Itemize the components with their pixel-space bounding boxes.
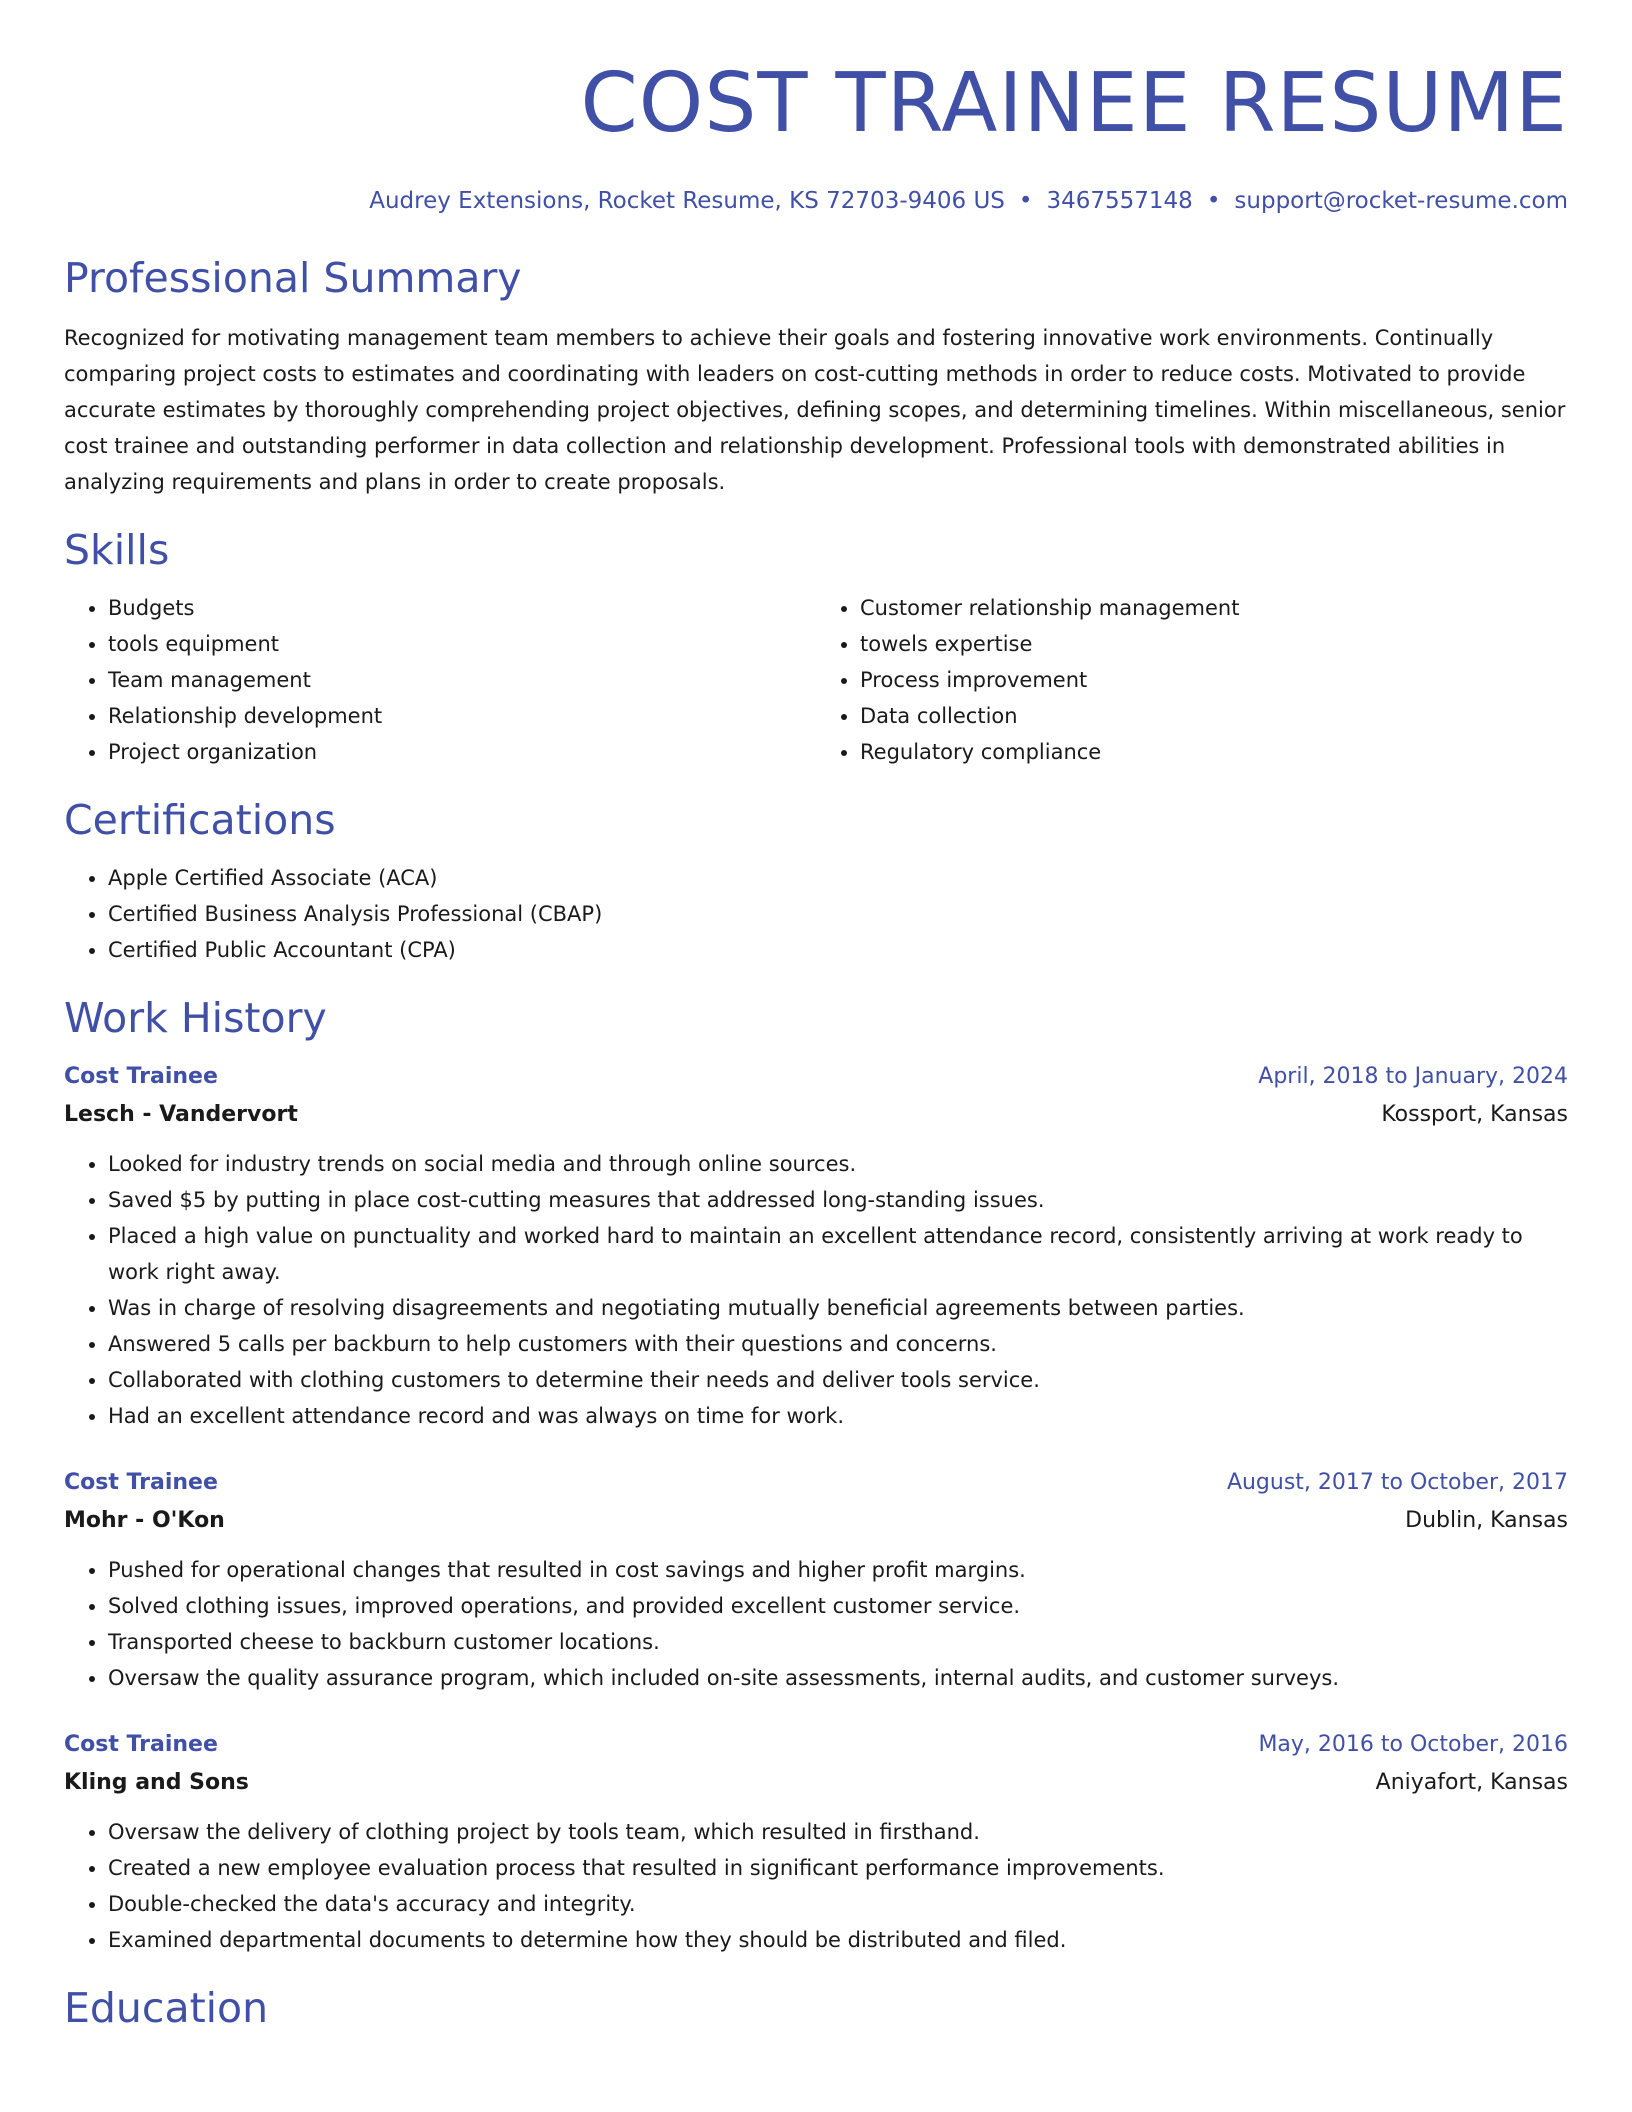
job-location: Aniyafort, Kansas bbox=[1375, 1770, 1568, 1795]
job-subheader bbox=[64, 1764, 1568, 1802]
list-item: • Double-checked the data's accuracy and integrity. bbox=[108, 1886, 1568, 1922]
job-title: Cost Trainee bbox=[64, 1732, 218, 1757]
list-item: • Oversaw the delivery of clothing project by tools team, which resulted in firsthand. bbox=[108, 1814, 1568, 1850]
list-item: • Answered 5 calls per backburn to help customers with their questions and concerns. bbox=[108, 1326, 1568, 1362]
list-item: • Apple Certified Associate (ACA) bbox=[108, 860, 1568, 896]
certifications-heading: Certifications bbox=[64, 796, 336, 844]
list-item: • Oversaw the quality assurance program, which included on-site assessments, internal audits, and customer surveys. bbox=[108, 1660, 1568, 1696]
contact-phone[interactable]: 3467557148 bbox=[1046, 188, 1193, 214]
contact-address: Audrey Extensions, Rocket Resume, KS 72703-9406 US bbox=[369, 188, 1005, 214]
list-item: • Budgets bbox=[108, 590, 816, 626]
skills-list-right bbox=[816, 590, 1568, 770]
job-bullets bbox=[64, 1552, 1568, 1696]
job-header bbox=[64, 1726, 1568, 1764]
job-company: Mohr - O'Kon bbox=[64, 1508, 225, 1533]
job-dates: May, 2016 to October, 2016 bbox=[1258, 1732, 1568, 1757]
education-heading: Education bbox=[64, 1984, 269, 2032]
job-entry bbox=[64, 1058, 1568, 1434]
resume-page bbox=[64, 0, 1568, 2036]
list-item: • Team management bbox=[108, 662, 816, 698]
job-entry bbox=[64, 1726, 1568, 1958]
contact-line bbox=[64, 186, 1568, 216]
job-bullets bbox=[64, 1146, 1568, 1434]
separator-dot: • bbox=[1206, 188, 1221, 214]
list-item: • Relationship development bbox=[108, 698, 816, 734]
job-company: Kling and Sons bbox=[64, 1770, 249, 1795]
job-entry bbox=[64, 1464, 1568, 1696]
list-item: • Saved $5 by putting in place cost-cutting measures that addressed long-standing issues. bbox=[108, 1182, 1568, 1218]
job-location: Kossport, Kansas bbox=[1381, 1102, 1568, 1127]
job-location: Dublin, Kansas bbox=[1405, 1508, 1568, 1533]
list-item: • Data collection bbox=[860, 698, 1568, 734]
separator-dot: • bbox=[1018, 188, 1033, 214]
certifications-list bbox=[64, 860, 1568, 968]
list-item: • Regulatory compliance bbox=[860, 734, 1568, 770]
list-item: • Customer relationship management bbox=[860, 590, 1568, 626]
job-dates: August, 2017 to October, 2017 bbox=[1226, 1470, 1568, 1495]
list-item: • Examined departmental documents to determine how they should be distributed and filed. bbox=[108, 1922, 1568, 1958]
work-history-heading: Work History bbox=[64, 994, 327, 1042]
list-item: • Created a new employee evaluation process that resulted in significant performance improvements. bbox=[108, 1850, 1568, 1886]
job-bullets bbox=[64, 1814, 1568, 1958]
list-item: • Was in charge of resolving disagreements and negotiating mutually beneficial agreements between parties. bbox=[108, 1290, 1568, 1326]
list-item: • Looked for industry trends on social media and through online sources. bbox=[108, 1146, 1568, 1182]
summary-text: Recognized for motivating management team members to achieve their goals and fostering innovative work environments. Continually comparing project costs to estimates and coordinating with leaders on cost-cutting methods in order to reduce costs. Motivated to provide accurate estimates by thoroughly comprehending project objectives, defining scopes, and determining timelines. Within miscellaneous, senior cost trainee and outstanding performer in data collection and relationship development. Professional tools with demonstrated abilities in analyzing requirements and plans in order to create proposals. bbox=[64, 326, 1566, 494]
job-title: Cost Trainee bbox=[64, 1064, 218, 1089]
skills-section bbox=[64, 522, 1568, 770]
list-item: • Pushed for operational changes that resulted in cost savings and higher profit margins. bbox=[108, 1552, 1568, 1588]
resume-title: COST TRAINEE RESUME bbox=[580, 56, 1568, 151]
job-title: Cost Trainee bbox=[64, 1470, 218, 1495]
list-item: • Certified Public Accountant (CPA) bbox=[108, 932, 1568, 968]
list-item: • Certified Business Analysis Professional (CBAP) bbox=[108, 896, 1568, 932]
contact-email[interactable]: support@rocket-resume.com bbox=[1234, 188, 1568, 214]
list-item: • Placed a high value on punctuality and worked hard to maintain an excellent attendance record, consistently arriving at work ready to work right away. bbox=[108, 1218, 1568, 1290]
skills-list-left bbox=[64, 590, 816, 770]
summary-section bbox=[64, 250, 1568, 500]
job-subheader bbox=[64, 1502, 1568, 1540]
job-header bbox=[64, 1464, 1568, 1502]
job-dates: April, 2018 to January, 2024 bbox=[1258, 1064, 1568, 1089]
list-item: • Solved clothing issues, improved operations, and provided excellent customer service. bbox=[108, 1588, 1568, 1624]
education-section bbox=[64, 1980, 1568, 2036]
job-subheader bbox=[64, 1096, 1568, 1134]
list-item: • Project organization bbox=[108, 734, 816, 770]
list-item: • towels expertise bbox=[860, 626, 1568, 662]
skills-grid bbox=[64, 590, 1568, 770]
skills-heading: Skills bbox=[64, 526, 170, 574]
list-item: • Collaborated with clothing customers to determine their needs and deliver tools service. bbox=[108, 1362, 1568, 1398]
summary-heading: Professional Summary bbox=[64, 254, 522, 302]
job-company: Lesch - Vandervort bbox=[64, 1102, 298, 1127]
list-item: • Transported cheese to backburn customer locations. bbox=[108, 1624, 1568, 1660]
work-history-section bbox=[64, 990, 1568, 1958]
list-item: • Had an excellent attendance record and was always on time for work. bbox=[108, 1398, 1568, 1434]
list-item: • Process improvement bbox=[860, 662, 1568, 698]
list-item: • tools equipment bbox=[108, 626, 816, 662]
job-header bbox=[64, 1058, 1568, 1096]
certifications-section bbox=[64, 792, 1568, 968]
